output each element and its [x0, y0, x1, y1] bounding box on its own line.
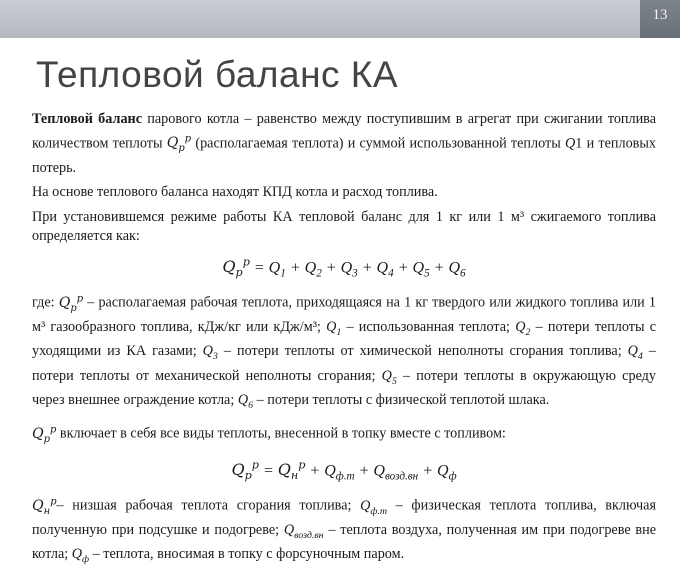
paragraph-definitions: где: $Q_р^р$ – располагаемая рабочая теплота, приходящаяся на 1 кг твердого или жидкого топлива или 1 м³ газообразного топлива, кДж/кг или кДж/м³; $Q_1$ – использованная теплота; $Q_2$ – потери теплоты с уходящими из КА газами; $Q_3$ – потери теплоты от химической неполноты сгорания топлива; $Q_4$ – потери теплоты от механической неполноты сгорания; $Q_5$ – потери теплоты в окружающую среду через внешнее ограждение котла; $Q_6$ – потери теплоты с физической теплотой шлака.	[32, 293, 656, 411]
page-number: 13	[640, 0, 680, 38]
symbol-q: Q	[564, 135, 576, 152]
paragraph-definition: Тепловой баланс парового котла – равенство между поступившим в агрегат при сжигании топлива количеством теплоты $Q_р^р$ (располагаемая теплота) и суммой использованной теплоты Q1 и тепловых потерь.	[32, 111, 656, 176]
paragraph-includes: $Q_р^р$ включает в себя все виды теплоты, внесенной в топку вместе с топливом:	[32, 424, 506, 446]
paragraph-components: $Q_н^р-$ низшая рабочая теплота сгорания топлива; $Q_{ф.т}$ – физическая теплота топлива, включая полученную при подсушке и подогреве; $Q_{возд.вн}$ – теплота воздуха, полученная им при подогреве вне котла; $Q_ф$ – теплота, вносимая в топку с форсуночным паром.	[32, 496, 657, 566]
slide-title: Тепловой баланс КА	[36, 54, 399, 95]
paragraph-efficiency: На основе теплового баланса находят КПД котла и расход топлива.	[32, 184, 438, 201]
symbol-qpp: $Q_р^р$	[166, 133, 192, 155]
formula-heat-balance: $Q_р^р = Q_1 + Q_2 + Q_3 + Q_4 + Q_5 + Q_6$	[222, 255, 466, 280]
slide-content	[32, 110, 656, 575]
formula-available-heat: $Q_р^р = Q_н^р + Q_{ф.т} + Q_{возд.вн} + Q_ф$	[231, 458, 457, 483]
top-bar	[0, 0, 680, 38]
paragraph-steady-state: При установившемся режиме работы КА тепловой баланс для 1 кг или 1 м³ сжигаемого топлива определяется как:	[32, 208, 656, 245]
term-bold: Тепловой баланс	[32, 111, 143, 127]
